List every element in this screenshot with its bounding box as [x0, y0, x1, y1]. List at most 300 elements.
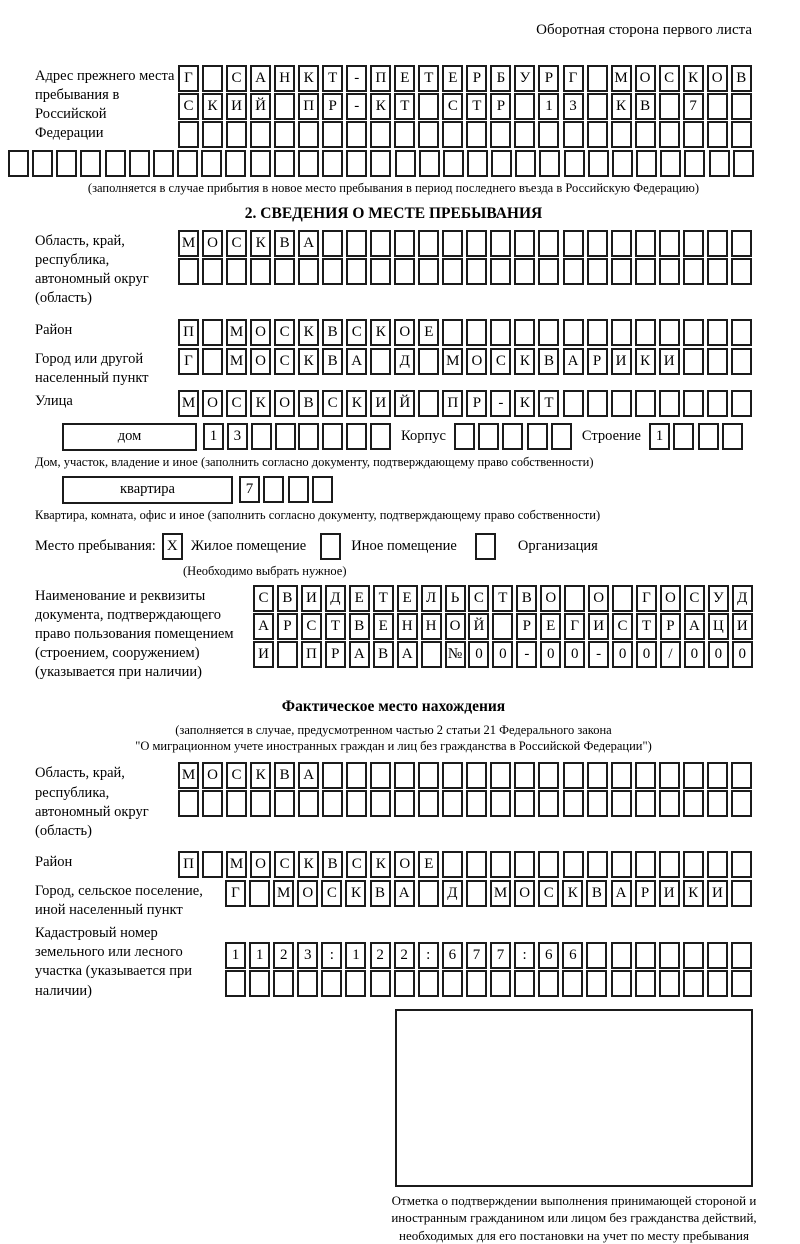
char-cell[interactable] — [683, 762, 704, 789]
char-cell[interactable] — [250, 790, 271, 817]
char-cell[interactable] — [635, 790, 656, 817]
char-cell[interactable]: К — [683, 65, 704, 92]
char-cell[interactable]: О — [707, 65, 728, 92]
char-cell[interactable]: М — [226, 851, 247, 878]
char-cell[interactable] — [659, 121, 680, 148]
char-cell[interactable] — [514, 258, 535, 285]
char-cell[interactable] — [178, 121, 199, 148]
char-cell[interactable]: А — [250, 65, 271, 92]
char-cell[interactable]: М — [611, 65, 632, 92]
char-cell[interactable] — [538, 258, 559, 285]
char-cell[interactable]: 7 — [683, 93, 704, 120]
char-cell[interactable]: С — [301, 613, 322, 640]
checkbox-inoe[interactable] — [320, 533, 341, 560]
char-cell[interactable]: - — [490, 390, 511, 417]
char-cell[interactable]: Й — [468, 613, 489, 640]
char-cell[interactable]: О — [514, 880, 535, 907]
char-cell[interactable]: Д — [732, 585, 753, 612]
char-cell[interactable] — [733, 150, 754, 177]
char-cell[interactable]: К — [250, 390, 271, 417]
char-cell[interactable]: - — [346, 93, 367, 120]
char-cell[interactable] — [563, 762, 584, 789]
char-cell[interactable]: О — [540, 585, 561, 612]
char-cell[interactable]: 3 — [297, 942, 318, 969]
char-cell[interactable]: К — [635, 348, 656, 375]
char-cell[interactable] — [178, 790, 199, 817]
char-cell[interactable]: Т — [492, 585, 513, 612]
char-cell[interactable] — [683, 348, 704, 375]
checkbox-zhiloe[interactable]: X — [162, 533, 183, 560]
char-cell[interactable] — [490, 790, 511, 817]
char-cell[interactable] — [442, 121, 463, 148]
char-cell[interactable] — [419, 150, 440, 177]
char-cell[interactable] — [731, 319, 752, 346]
char-cell[interactable]: А — [684, 613, 705, 640]
char-cell[interactable]: Р — [635, 880, 656, 907]
char-cell[interactable] — [635, 762, 656, 789]
char-cell[interactable] — [539, 150, 560, 177]
char-cell[interactable] — [587, 93, 608, 120]
char-cell[interactable]: 7 — [490, 942, 511, 969]
char-cell[interactable] — [731, 390, 752, 417]
char-cell[interactable] — [322, 150, 343, 177]
char-cell[interactable] — [322, 258, 343, 285]
char-cell[interactable]: М — [178, 762, 199, 789]
char-cell[interactable]: Р — [587, 348, 608, 375]
char-cell[interactable] — [129, 150, 150, 177]
char-cell[interactable]: С — [226, 762, 247, 789]
char-cell[interactable]: Е — [418, 851, 439, 878]
char-cell[interactable]: Е — [442, 65, 463, 92]
char-cell[interactable] — [226, 790, 247, 817]
char-cell[interactable] — [709, 150, 730, 177]
char-cell[interactable] — [454, 423, 475, 450]
char-cell[interactable] — [226, 258, 247, 285]
char-cell[interactable]: Е — [349, 585, 370, 612]
char-cell[interactable] — [442, 790, 463, 817]
char-cell[interactable] — [490, 230, 511, 257]
char-cell[interactable] — [418, 790, 439, 817]
char-cell[interactable] — [466, 319, 487, 346]
char-cell[interactable] — [442, 258, 463, 285]
char-cell[interactable]: 0 — [468, 641, 489, 668]
char-cell[interactable]: О — [588, 585, 609, 612]
char-cell[interactable]: 0 — [636, 641, 657, 668]
char-cell[interactable] — [659, 258, 680, 285]
char-cell[interactable]: Т — [636, 613, 657, 640]
char-cell[interactable] — [707, 121, 728, 148]
char-cell[interactable] — [683, 970, 704, 997]
char-cell[interactable] — [731, 790, 752, 817]
char-cell[interactable]: И — [301, 585, 322, 612]
char-cell[interactable] — [562, 970, 583, 997]
char-cell[interactable] — [731, 851, 752, 878]
char-cell[interactable] — [514, 230, 535, 257]
char-cell[interactable] — [274, 121, 295, 148]
char-cell[interactable] — [698, 423, 719, 450]
char-cell[interactable]: 2 — [394, 942, 415, 969]
char-cell[interactable]: К — [370, 851, 391, 878]
char-cell[interactable]: С — [226, 230, 247, 257]
char-cell[interactable]: Р — [466, 65, 487, 92]
char-cell[interactable] — [418, 970, 439, 997]
char-cell[interactable] — [683, 230, 704, 257]
char-cell[interactable]: Е — [540, 613, 561, 640]
char-cell[interactable] — [707, 230, 728, 257]
char-cell[interactable]: С — [178, 93, 199, 120]
char-cell[interactable] — [490, 258, 511, 285]
char-cell[interactable] — [322, 423, 343, 450]
char-cell[interactable] — [394, 258, 415, 285]
char-cell[interactable]: И — [588, 613, 609, 640]
char-cell[interactable]: 6 — [538, 942, 559, 969]
char-cell[interactable] — [442, 851, 463, 878]
char-cell[interactable]: В — [370, 880, 391, 907]
char-cell[interactable]: : — [514, 942, 535, 969]
char-cell[interactable] — [202, 319, 223, 346]
char-cell[interactable] — [250, 258, 271, 285]
char-cell[interactable]: И — [659, 348, 680, 375]
char-cell[interactable]: О — [297, 880, 318, 907]
char-cell[interactable]: С — [442, 93, 463, 120]
char-cell[interactable]: М — [178, 390, 199, 417]
char-cell[interactable]: В — [586, 880, 607, 907]
char-cell[interactable] — [635, 970, 656, 997]
char-cell[interactable] — [418, 230, 439, 257]
char-cell[interactable] — [394, 970, 415, 997]
char-cell[interactable]: Н — [421, 613, 442, 640]
char-cell[interactable]: А — [346, 348, 367, 375]
char-cell[interactable] — [466, 790, 487, 817]
char-cell[interactable]: Д — [442, 880, 463, 907]
char-cell[interactable]: Р — [660, 613, 681, 640]
char-cell[interactable] — [202, 851, 223, 878]
char-cell[interactable] — [563, 230, 584, 257]
char-cell[interactable]: О — [202, 230, 223, 257]
char-cell[interactable]: С — [490, 348, 511, 375]
char-cell[interactable]: С — [226, 65, 247, 92]
char-cell[interactable]: 0 — [492, 641, 513, 668]
char-cell[interactable] — [105, 150, 126, 177]
char-cell[interactable] — [492, 613, 513, 640]
char-cell[interactable] — [611, 762, 632, 789]
char-cell[interactable]: У — [708, 585, 729, 612]
char-cell[interactable]: А — [397, 641, 418, 668]
char-cell[interactable] — [249, 970, 270, 997]
char-cell[interactable] — [418, 348, 439, 375]
char-cell[interactable]: У — [514, 65, 535, 92]
char-cell[interactable] — [297, 970, 318, 997]
char-cell[interactable] — [611, 942, 632, 969]
char-cell[interactable]: П — [298, 93, 319, 120]
char-cell[interactable] — [659, 93, 680, 120]
char-cell[interactable] — [346, 150, 367, 177]
char-cell[interactable] — [370, 762, 391, 789]
char-cell[interactable] — [277, 641, 298, 668]
char-cell[interactable] — [635, 258, 656, 285]
char-cell[interactable] — [370, 790, 391, 817]
char-cell[interactable] — [490, 121, 511, 148]
char-cell[interactable]: С — [346, 851, 367, 878]
char-cell[interactable] — [707, 970, 728, 997]
char-cell[interactable] — [538, 762, 559, 789]
char-cell[interactable]: О — [394, 851, 415, 878]
char-cell[interactable] — [345, 970, 366, 997]
char-cell[interactable] — [202, 65, 223, 92]
char-cell[interactable] — [418, 258, 439, 285]
char-cell[interactable] — [442, 970, 463, 997]
char-cell[interactable]: К — [683, 880, 704, 907]
char-cell[interactable]: В — [373, 641, 394, 668]
char-cell[interactable] — [551, 423, 572, 450]
char-cell[interactable]: / — [660, 641, 681, 668]
char-cell[interactable] — [312, 476, 333, 503]
char-cell[interactable] — [370, 970, 391, 997]
char-cell[interactable] — [225, 150, 246, 177]
char-cell[interactable]: 0 — [540, 641, 561, 668]
char-cell[interactable] — [707, 93, 728, 120]
char-cell[interactable] — [225, 970, 246, 997]
char-cell[interactable]: Д — [394, 348, 415, 375]
char-cell[interactable] — [611, 970, 632, 997]
char-cell[interactable]: 1 — [249, 942, 270, 969]
char-cell[interactable]: Р — [325, 641, 346, 668]
char-cell[interactable]: К — [370, 93, 391, 120]
char-cell[interactable]: Т — [325, 613, 346, 640]
char-cell[interactable]: Р — [277, 613, 298, 640]
char-cell[interactable] — [636, 150, 657, 177]
char-cell[interactable] — [153, 150, 174, 177]
char-cell[interactable] — [421, 641, 442, 668]
char-cell[interactable]: : — [418, 942, 439, 969]
char-cell[interactable]: Р — [322, 93, 343, 120]
char-cell[interactable] — [226, 121, 247, 148]
char-cell[interactable] — [514, 319, 535, 346]
char-cell[interactable]: Й — [394, 390, 415, 417]
char-cell[interactable] — [80, 150, 101, 177]
char-cell[interactable] — [586, 970, 607, 997]
char-cell[interactable] — [502, 423, 523, 450]
char-cell[interactable] — [683, 121, 704, 148]
char-cell[interactable] — [587, 319, 608, 346]
char-cell[interactable] — [659, 790, 680, 817]
char-cell[interactable] — [586, 942, 607, 969]
char-cell[interactable]: А — [394, 880, 415, 907]
char-cell[interactable]: Р — [490, 93, 511, 120]
char-cell[interactable]: С — [253, 585, 274, 612]
char-cell[interactable] — [298, 790, 319, 817]
char-cell[interactable] — [177, 150, 198, 177]
char-cell[interactable] — [250, 150, 271, 177]
char-cell[interactable] — [683, 319, 704, 346]
char-cell[interactable]: В — [516, 585, 537, 612]
char-cell[interactable] — [298, 423, 319, 450]
char-cell[interactable] — [611, 851, 632, 878]
char-cell[interactable] — [612, 585, 633, 612]
char-cell[interactable] — [202, 121, 223, 148]
char-cell[interactable] — [563, 851, 584, 878]
char-cell[interactable] — [394, 121, 415, 148]
char-cell[interactable]: К — [298, 348, 319, 375]
char-cell[interactable]: С — [274, 348, 295, 375]
char-cell[interactable] — [249, 880, 270, 907]
char-cell[interactable]: И — [226, 93, 247, 120]
char-cell[interactable]: 1 — [225, 942, 246, 969]
char-cell[interactable] — [370, 348, 391, 375]
char-cell[interactable] — [683, 942, 704, 969]
char-cell[interactable]: С — [226, 390, 247, 417]
char-cell[interactable] — [56, 150, 77, 177]
char-cell[interactable] — [322, 790, 343, 817]
char-cell[interactable]: О — [466, 348, 487, 375]
char-cell[interactable]: М — [178, 230, 199, 257]
char-cell[interactable]: Г — [225, 880, 246, 907]
char-cell[interactable]: М — [226, 319, 247, 346]
char-cell[interactable]: И — [707, 880, 728, 907]
char-cell[interactable] — [587, 121, 608, 148]
char-cell[interactable] — [370, 150, 391, 177]
char-cell[interactable] — [538, 851, 559, 878]
char-cell[interactable]: С — [612, 613, 633, 640]
char-cell[interactable]: Т — [322, 65, 343, 92]
char-cell[interactable] — [527, 423, 548, 450]
char-cell[interactable]: Л — [421, 585, 442, 612]
char-cell[interactable]: Б — [490, 65, 511, 92]
char-cell[interactable] — [514, 851, 535, 878]
char-cell[interactable]: М — [226, 348, 247, 375]
char-cell[interactable] — [731, 970, 752, 997]
char-cell[interactable] — [707, 390, 728, 417]
char-cell[interactable] — [273, 970, 294, 997]
char-cell[interactable]: В — [349, 613, 370, 640]
char-cell[interactable] — [322, 230, 343, 257]
char-cell[interactable]: Р — [466, 390, 487, 417]
char-cell[interactable] — [563, 258, 584, 285]
char-cell[interactable]: К — [562, 880, 583, 907]
char-cell[interactable] — [178, 258, 199, 285]
char-cell[interactable] — [346, 790, 367, 817]
char-cell[interactable]: В — [277, 585, 298, 612]
char-cell[interactable] — [707, 790, 728, 817]
char-cell[interactable]: М — [490, 880, 511, 907]
char-cell[interactable] — [514, 93, 535, 120]
char-cell[interactable]: С — [274, 319, 295, 346]
char-cell[interactable]: С — [346, 319, 367, 346]
char-cell[interactable] — [538, 230, 559, 257]
char-cell[interactable] — [274, 258, 295, 285]
char-cell[interactable] — [275, 423, 296, 450]
char-cell[interactable]: М — [442, 348, 463, 375]
char-cell[interactable]: 0 — [684, 641, 705, 668]
char-cell[interactable] — [635, 319, 656, 346]
char-cell[interactable]: К — [514, 390, 535, 417]
char-cell[interactable]: Г — [636, 585, 657, 612]
char-cell[interactable]: А — [349, 641, 370, 668]
char-cell[interactable] — [659, 762, 680, 789]
char-cell[interactable]: П — [178, 851, 199, 878]
char-cell[interactable] — [514, 121, 535, 148]
char-cell[interactable] — [514, 790, 535, 817]
char-cell[interactable]: С — [538, 880, 559, 907]
char-cell[interactable]: Т — [373, 585, 394, 612]
char-cell[interactable]: Е — [397, 585, 418, 612]
checkbox-organizatsiya[interactable] — [475, 533, 496, 560]
char-cell[interactable] — [683, 258, 704, 285]
char-cell[interactable]: Т — [466, 93, 487, 120]
char-cell[interactable] — [346, 230, 367, 257]
char-cell[interactable]: С — [684, 585, 705, 612]
char-cell[interactable]: 0 — [564, 641, 585, 668]
char-cell[interactable] — [563, 390, 584, 417]
char-cell[interactable] — [466, 851, 487, 878]
char-cell[interactable]: К — [298, 65, 319, 92]
char-cell[interactable]: : — [321, 942, 342, 969]
char-cell[interactable] — [346, 121, 367, 148]
char-cell[interactable] — [370, 423, 391, 450]
char-cell[interactable] — [635, 230, 656, 257]
char-cell[interactable]: - — [588, 641, 609, 668]
char-cell[interactable]: К — [345, 880, 366, 907]
char-cell[interactable] — [32, 150, 53, 177]
char-cell[interactable]: П — [442, 390, 463, 417]
char-cell[interactable] — [731, 762, 752, 789]
char-cell[interactable]: К — [611, 93, 632, 120]
char-cell[interactable] — [298, 258, 319, 285]
char-cell[interactable]: В — [298, 390, 319, 417]
char-cell[interactable] — [659, 390, 680, 417]
char-cell[interactable] — [467, 150, 488, 177]
char-cell[interactable] — [274, 790, 295, 817]
char-cell[interactable] — [707, 348, 728, 375]
char-cell[interactable]: 6 — [562, 942, 583, 969]
char-cell[interactable]: С — [321, 880, 342, 907]
char-cell[interactable] — [466, 970, 487, 997]
char-cell[interactable]: К — [346, 390, 367, 417]
char-cell[interactable] — [722, 423, 743, 450]
char-cell[interactable] — [683, 851, 704, 878]
char-cell[interactable] — [538, 970, 559, 997]
char-cell[interactable] — [490, 319, 511, 346]
char-cell[interactable] — [707, 258, 728, 285]
char-cell[interactable]: А — [298, 230, 319, 257]
char-cell[interactable] — [288, 476, 309, 503]
char-cell[interactable] — [660, 150, 681, 177]
char-cell[interactable] — [370, 230, 391, 257]
char-cell[interactable] — [538, 319, 559, 346]
char-cell[interactable] — [587, 390, 608, 417]
char-cell[interactable]: Г — [178, 65, 199, 92]
char-cell[interactable]: К — [250, 762, 271, 789]
char-cell[interactable]: О — [250, 319, 271, 346]
char-cell[interactable] — [202, 258, 223, 285]
char-cell[interactable]: 0 — [708, 641, 729, 668]
kvartira-type-box[interactable]: квартира — [62, 476, 233, 504]
char-cell[interactable]: В — [322, 851, 343, 878]
char-cell[interactable] — [659, 230, 680, 257]
char-cell[interactable] — [491, 150, 512, 177]
char-cell[interactable] — [251, 423, 272, 450]
char-cell[interactable] — [707, 319, 728, 346]
char-cell[interactable] — [587, 790, 608, 817]
char-cell[interactable]: 1 — [345, 942, 366, 969]
char-cell[interactable] — [370, 258, 391, 285]
char-cell[interactable]: М — [273, 880, 294, 907]
char-cell[interactable] — [490, 970, 511, 997]
char-cell[interactable]: О — [635, 65, 656, 92]
char-cell[interactable] — [731, 942, 752, 969]
char-cell[interactable]: В — [731, 65, 752, 92]
char-cell[interactable]: И — [611, 348, 632, 375]
